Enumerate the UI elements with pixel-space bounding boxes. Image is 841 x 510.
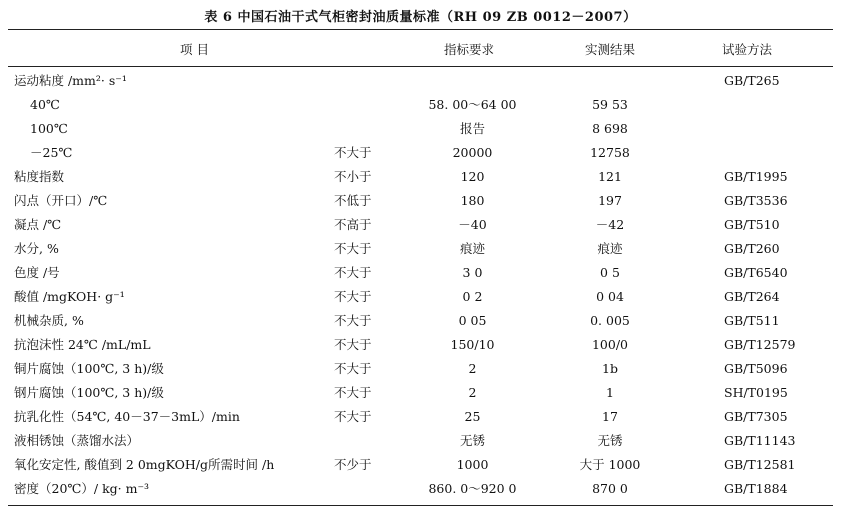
table-row [0, 71, 841, 95]
cell-result: 1b [602, 361, 618, 376]
cell-result: 无锈 [597, 433, 623, 448]
cell-condition: 不大于 [334, 409, 372, 424]
cell-item: 铜片腐蚀（100℃, 3 h)/级 [14, 361, 164, 376]
cell-condition: 不大于 [334, 385, 372, 400]
table-row [0, 431, 841, 455]
header-method: 试验方法 [722, 42, 773, 57]
cell-spec: 180 [460, 193, 485, 208]
cell-spec: 无锈 [459, 433, 485, 448]
table-row [0, 383, 841, 407]
cell-method: GB/T511 [724, 313, 780, 328]
cell-spec: 20000 [452, 145, 493, 160]
cell-result: 100/0 [591, 337, 629, 352]
header-rule [8, 66, 833, 67]
table-row [0, 479, 841, 503]
cell-result: 1 [606, 385, 614, 400]
cell-result: 0 5 [600, 265, 620, 280]
cell-item: 抗泡沫性 24℃ /mL/mL [14, 337, 151, 352]
cell-result: －42 [595, 217, 625, 232]
header-item: 项 目 [180, 42, 209, 57]
cell-condition: 不大于 [334, 313, 372, 328]
cell-method: GB/T12579 [724, 337, 796, 352]
cell-item: 色度 /号 [14, 265, 60, 280]
table-row [0, 143, 841, 167]
cell-result: 痕迹 [597, 241, 623, 256]
cell-method: GB/T1884 [724, 481, 788, 496]
cell-item: 机械杂质, % [14, 313, 84, 328]
header-spec: 指标要求 [444, 42, 495, 57]
cell-result: 17 [602, 409, 618, 424]
top-rule [8, 29, 833, 30]
table-row [0, 263, 841, 287]
cell-spec: 痕迹 [459, 241, 485, 256]
cell-spec: 3 0 [462, 265, 483, 280]
cell-condition: 不小于 [334, 169, 372, 184]
cell-method: GB/T7305 [724, 409, 788, 424]
cell-spec: 120 [460, 169, 485, 184]
cell-item: 100℃ [30, 121, 68, 136]
table-row [0, 311, 841, 335]
cell-condition: 不高于 [334, 217, 372, 232]
cell-spec: 25 [464, 409, 481, 424]
cell-item: 密度（20℃）/ kg· m⁻³ [14, 481, 150, 496]
table-row [0, 167, 841, 191]
bottom-rule [8, 505, 833, 506]
cell-result: 0. 005 [590, 313, 630, 328]
cell-method: SH/T0195 [724, 385, 788, 400]
cell-spec: 报告 [459, 121, 485, 136]
cell-method: GB/T510 [724, 217, 780, 232]
table-row [0, 95, 841, 119]
cell-spec: 1000 [456, 457, 489, 472]
cell-result: 197 [598, 193, 622, 208]
cell-method: GB/T1995 [724, 169, 788, 184]
cell-spec: 0 05 [458, 313, 487, 328]
cell-condition: 不大于 [334, 361, 372, 376]
table-row [0, 215, 841, 239]
cell-method: GB/T265 [724, 73, 780, 88]
cell-item: 液相锈蚀（蒸馏水法） [14, 433, 140, 448]
cell-item: 抗乳化性（54℃, 40－37－3mL）/min [14, 409, 240, 424]
table-title: 表 6 中国石油干式气柜密封油质量标准（RH 09 ZB 0012－2007） [204, 10, 637, 25]
cell-method: GB/T3536 [724, 193, 788, 208]
cell-item: －25℃ [30, 145, 73, 160]
cell-result: 8 698 [592, 121, 628, 136]
cell-result: 大于 1000 [579, 457, 641, 472]
cell-result: 12758 [590, 145, 630, 160]
cell-item: 粘度指数 [14, 169, 65, 184]
table-row [0, 239, 841, 263]
cell-spec: 150/10 [450, 337, 495, 352]
cell-item: 闪点（开口）/℃ [14, 193, 108, 208]
header-result: 实测结果 [585, 42, 636, 57]
cell-spec: 58. 00～64 00 [428, 97, 517, 112]
table-row [0, 455, 841, 479]
cell-spec: 0 2 [462, 289, 483, 304]
cell-result: 121 [598, 169, 622, 184]
cell-method: GB/T264 [724, 289, 780, 304]
cell-condition: 不大于 [334, 265, 372, 280]
cell-result: 0 04 [596, 289, 624, 304]
cell-condition: 不大于 [334, 337, 372, 352]
cell-method: GB/T11143 [724, 433, 796, 448]
cell-item: 氧化安定性, 酸值到 2 0mgKOH/g所需时间 /h [14, 457, 275, 472]
cell-method: GB/T12581 [724, 457, 796, 472]
cell-condition: 不大于 [334, 241, 372, 256]
cell-method: GB/T260 [724, 241, 780, 256]
table-row [0, 119, 841, 143]
table-row [0, 335, 841, 359]
cell-item: 钢片腐蚀（100℃, 3 h)/级 [14, 385, 164, 400]
cell-condition: 不少于 [334, 457, 372, 472]
cell-spec: －40 [458, 217, 487, 232]
cell-method: GB/T6540 [724, 265, 788, 280]
cell-method: GB/T5096 [724, 361, 788, 376]
cell-item: 水分, % [14, 241, 59, 256]
cell-item: 酸值 /mgKOH· g⁻¹ [14, 289, 125, 304]
cell-result: 59 53 [592, 97, 628, 112]
cell-item: 凝点 /℃ [14, 217, 62, 232]
cell-result: 870 0 [592, 481, 628, 496]
cell-spec: 2 [468, 385, 477, 400]
table-row [0, 407, 841, 431]
cell-item: 运动粘度 /mm²· s⁻¹ [14, 73, 127, 88]
table-row [0, 191, 841, 215]
cell-spec: 2 [468, 361, 477, 376]
table-row [0, 287, 841, 311]
cell-spec: 860. 0～920 0 [428, 481, 517, 496]
cell-item: 40℃ [30, 97, 60, 112]
cell-condition: 不低于 [334, 193, 372, 208]
table-row [0, 359, 841, 383]
cell-condition: 不大于 [334, 145, 372, 160]
cell-condition: 不大于 [334, 289, 372, 304]
